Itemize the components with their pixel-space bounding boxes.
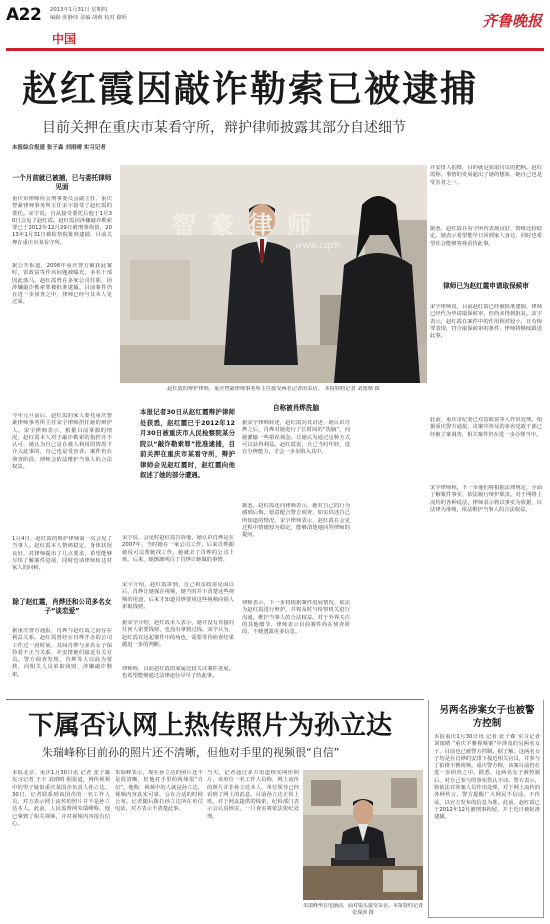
col4-paragraph: 宋宇律师说，目前赵红霞已经被批准逮捕，律师已经代为申请取保候审，但尚未得到批复。宋宇表示，赵红霞在案件中的作用相对较小，且有悔罪表现，符合取保候审的条件，律师将继续跟进此事。 <box>430 304 542 340</box>
col1-paragraph: 据公开报道，2008年重庆警方破获此案时，雷政富等作风问题被曝光，多名干部因此落马。赵红霞曾在多家公司任职，因涉嫌敲诈勒索罪被批准逮捕。目前案件仍在进一步侦查之中，律师已经与其本人见过面。 <box>12 263 112 306</box>
col3-paragraph: 据宋宇律师转述，赵红霞向其讲述，她认识肖烨之后，肖烨对她进行了长时间的“洗脑”，向她灌输一些错误观念，让她认为通过这种方式可以获得利益。赵红霞说，自己当时年轻，没有分辨能力，才会一步步陷入其中。 <box>242 420 350 456</box>
lawyer-photo-illustration <box>120 165 427 383</box>
story2-col2: 朱瑞峰表示，现在孙立达的照片还不是很清晰，但他对手里的视频很“自信”。他称，视频中的人就是孙立达，视频内容真实可靠，会在合适的时候公布。记者随后拨打孙立达所在单位电话，对方表示不清楚此事。 <box>115 770 203 813</box>
story2-col1: 本报北京、重庆1月30日讯 记者 张子森 实习记者 王宇 刘雨晴 据报道，网传视频中的男子疑似重庆某国企负责人孙立达。30日，记者联系到该国企的一名工作人员，对方表示网上流传的照片并不是孙立达本人。此前，人民监督网朱瑞峰称，他已拿到了相关视频，并对视频内容很有信心。 <box>12 770 110 828</box>
story2-col3: 当天，记者通过多方渠道核实网传照片，该单位一名工作人员称，网上流传的照片并非孙立达本人，单位领导已经看到了网上的消息，目前孙立达正常上班。对于网友提供的线索，纪检部门表示会认真核实，一旦查实将依法依纪处理。 <box>207 770 299 820</box>
story2-photo-caption: 朱瑞峰坐在电脑前，面对镜头接受采访。本报特约记者 张琛涛 摄 <box>303 903 423 916</box>
col1-paragraph: 1月4日，赵红霞的辩护律师第一次会见了当事人。赵红霞本人情绪稳定，身体状况良好，对律师提出了几点要求，希望能够尽快了解案件进展，同时也请律师转达对家人的问候。 <box>12 536 112 572</box>
story2-subhead: 朱瑞峰称目前孙的照片还不清晰，但他对手里的视频很“自信” <box>42 746 340 759</box>
story1-photo <box>120 165 427 383</box>
photo-office-sign: 智 豪 律 师 <box>172 211 315 239</box>
col2-paragraph: 据宋宇介绍，赵红霞本人表示，她并没有直接向任何人索要钱财，也没有拿到过钱。宋宇认为，赵红霞在这起案件中的角色，需要等待侦查结果做进一步的判断。 <box>122 620 234 648</box>
story2-headline: 下属否认网上热传照片为孙立达 <box>28 711 393 741</box>
col3-heading: 自称被肖烨洗脑 <box>272 404 320 412</box>
col4-paragraph: 并安排人拍摄，目的就是获取官员的把柄。赵红霞称，事情的发展超出了她的想象，她自己也是受害者之一。 <box>430 165 542 186</box>
header-date: 2013年1月31日 星期四 <box>50 7 108 13</box>
col2-paragraph: 宋宇说，会见时赵红霞告诉他，她认识肖烨是在2007年，当时她在一家公司工作，后来肖烨跟她说可以帮她找工作，她就去了肖烨的公司上班。后来，她渐渐明白了肖烨让她做的事情。 <box>122 535 234 563</box>
col4-paragraph: 宋宇律师称，下一步他们将根据法律规定，全面了解案件事实，依法履行辩护职责。对于网络上流传的各种说法，律师表示将以事实为依据，以法律为准绳，依法维护当事人的合法权益。 <box>430 485 542 513</box>
header-staff: 编辑 张静伟 美编 胡莉 校对 路昕 <box>50 15 128 21</box>
story1-byline: 本报综合报道 张子森 刘雨晴 实习记者 <box>12 145 106 151</box>
page-number: A22 <box>6 5 42 25</box>
col2-paragraph: 宋宇介绍，赵红霞讲到，自己和雷政富见面以后，肖烨让她保存视频，她当时并不清楚这些视频的用途，后来才知道肖烨要用这些视频向别人索取钱财。 <box>122 582 234 610</box>
col4-paragraph: 此前，重庆市纪委已对雷政富等人作出处理。根据重庆警方通报，该案中涉及的多名党政干部已经被立案调查，相关案件仍在进一步办理当中。 <box>430 417 542 438</box>
section-label: 中国 <box>52 32 77 46</box>
sidebar-body: 本报重庆1月30日讯 记者 张子森 实习记者 刘雨晴 “重庆不雅视频案”中涉及的另两名女子，目前也已被警方控制。据了解，这两名女子均是在肖烨的安排下接近相关官员，并参与了拍摄不雅视频。重庆警方称，该案目前仍在进一步侦查之中。据悉，这两名女子被控制后，对自己参与的事实供认不讳。警方表示，将依法对涉案人员作出处理，对于网上流传的各种传言，警方提醒广大网民不信谣、不传谣，以官方发布的信息为准。此前，赵红霞已于2012年12月被刑事拘留，并于近日被批准逮捕。 <box>434 734 540 821</box>
photo-office-url: www.cqzh <box>295 241 341 251</box>
sidebar-heading: 另两名涉案女子也被警方控制 <box>439 705 535 729</box>
story-divider <box>6 699 424 700</box>
col1-heading: 除了赵红霞，肖烨还和公司多名女子“谈恋爱” <box>12 598 112 615</box>
story1-headline: 赵红霞因敲诈勒索已被逮捕 <box>22 69 479 110</box>
col1-heading: 一个月前就已被捕，已与委托律师见面 <box>12 174 112 191</box>
story2-photo <box>303 770 423 900</box>
col4-paragraph: 据悉，赵红霞在看守所内表现良好，情绪比较稳定。她表示希望能早日回到家人身边，同时也希望社会能够客观看待此事。 <box>430 226 542 247</box>
col1-paragraph: 今年元旦前后，赵红霞的家人委托重庆智豪律师事务所主任宋宇律师担任她的辩护人。宋宇律师表示，根据目前掌握的情况，赵红霞本人对于敲诈勒索的指控并不认可，她认为自己是在被人利用的情况下介入此事的，自己也是受害者。案件仍在侦查阶段，律师会依法维护当事人的合法权益。 <box>12 413 112 471</box>
man-at-desk-illustration <box>303 770 423 900</box>
header-rule <box>6 48 544 51</box>
col4-heading: 律师已为赵红霞申请取保候审 <box>443 282 529 290</box>
col1-paragraph: 据重庆警方通报，肖烨与赵红霞之间存在利益关系。赵红霞曾经在肖烨开办的公司工作过一段时间，其间肖烨与多名女子保持着不正当关系，并安排她们接近有关官员。警方调查发现，肖烨等人以此为要挟，向相关人员索取钱财，涉嫌敲诈勒索。 <box>12 628 112 678</box>
sidebar-box <box>428 700 544 918</box>
col2-paragraph: 律师称，目前赵红霞的家属比较关注案件进展，也希望能够通过法律途径尽早了结此事。 <box>122 666 234 680</box>
story1-photo-caption: 赵红霞的辩护律师，重庆智豪律师事务所主任接受两名记者的采访。 本报特约记者 刘雨晴 摄 <box>167 386 380 392</box>
col3-paragraph: 律师表示，下一步将根据案件进展情况，依法为赵红霞进行辩护，并将及时与检察机关进行沟通，维护当事人的合法权益。对于外界关注的其他细节，律师表示目前案件尚在侦查阶段，不便透露更多信息。 <box>242 600 350 636</box>
col3-paragraph: 据悉，赵红霞还向律师表示，她对自己的行为感到后悔，愿意配合警方调查，如实供述自己所知道的情况。宋宇律师表示，赵红霞在会见过程中情绪较为稳定，能够清楚地回答律师的提问。 <box>242 503 350 539</box>
brand-logo: 齐鲁晚报 <box>481 12 542 30</box>
story1-subhead: 目前关押在重庆市某看守所，辩护律师披露其部分自述细节 <box>42 120 406 136</box>
col1-paragraph: 重庆市律师协会刑事委员会副主任、重庆智豪律师事务所主任宋宇接受了赵红霞的委托。宋宇说，自从接受委托后他于1月30日会见了赵红霞。赵红霞因涉嫌敲诈勒索罪已于2012年12月29日被刑事拘留，2013年1月31日被检察院批准逮捕，目前关押在重庆市某看守所。 <box>12 196 112 246</box>
col2-callout: 本报记者30日从赵红霞辩护律师处获悉，赵红霞已于2012年12月30日被重庆市人民检察院某分院以“敲诈勒索罪”批准逮捕，目前关押在重庆市某看守所，辩护律师会见赵红霞时，赵红霞向他叙述了她的部分遭遇。 <box>140 408 235 479</box>
